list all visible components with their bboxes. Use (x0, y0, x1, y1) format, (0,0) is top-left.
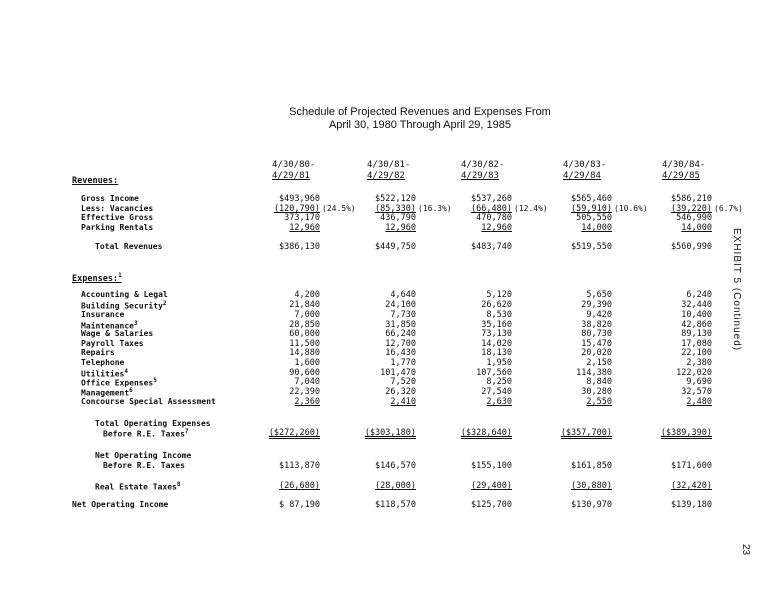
value-cell: 2,360 (294, 397, 320, 407)
vacancy-percent: (24.5%) (322, 204, 356, 213)
value-cell: 14,880 (289, 348, 320, 358)
period-header (367, 160, 410, 182)
value-cell: (39,220) (671, 204, 712, 214)
vacancy-percent: (10.6%) (614, 204, 648, 213)
row-label-text: Parking Rentals (81, 223, 154, 232)
row-label-text: Wage & Salaries (81, 329, 154, 338)
value-cell: 2,150 (586, 358, 612, 368)
exhibit-label: EXHIBIT 5 (Continued) (731, 228, 742, 352)
value-cell: 122,020 (676, 368, 712, 378)
row-label-text: Payroll Taxes (81, 339, 144, 348)
value-cell: 4,200 (294, 290, 320, 300)
value-cell: 14,000 (681, 223, 712, 233)
row-label-text: Utilities (81, 369, 125, 379)
value-cell: $560,990 (671, 242, 712, 252)
vacancy-percent: (12.4%) (514, 204, 548, 213)
value-cell: 107,560 (476, 368, 512, 378)
value-cell: 14,020 (481, 339, 512, 349)
value-cell: 5,650 (586, 290, 612, 300)
period-header (563, 160, 606, 182)
row-label-text: Concourse Special Assessment (81, 397, 216, 406)
value-cell: 1,950 (486, 358, 512, 368)
value-cell: 12,700 (385, 339, 416, 349)
value-cell: 35,160 (481, 320, 512, 330)
value-cell: 28,850 (289, 320, 320, 330)
value-cell: $125,700 (471, 500, 512, 510)
row-label (95, 242, 162, 251)
row-label (81, 329, 153, 338)
value-cell: 9,690 (686, 377, 712, 387)
row-label (72, 500, 168, 509)
value-cell: 12,960 (289, 223, 320, 233)
expenses-label (72, 272, 122, 284)
value-cell: 470,780 (476, 213, 512, 223)
value-cell: $118,570 (375, 500, 416, 510)
value-cell: ($303,180) (364, 428, 416, 438)
document-title (220, 106, 620, 132)
value-cell: ($272,260) (268, 428, 320, 438)
value-cell: (66,480) (471, 204, 512, 214)
footnote-marker: 6 (129, 387, 133, 394)
value-cell: 90,600 (289, 368, 320, 378)
row-label (81, 213, 153, 222)
value-cell: 42,860 (681, 320, 712, 330)
row-label-text: Maintenance (81, 321, 134, 331)
period-start: 4/30/84- (662, 160, 706, 170)
value-cell: 8,840 (586, 377, 612, 387)
value-cell: 20,020 (581, 348, 612, 358)
revenues-label: Revenues: (72, 176, 119, 186)
value-cell: $139,180 (671, 500, 712, 510)
row-label (81, 310, 124, 319)
footnote-marker: 3 (133, 320, 138, 327)
row-label-text: Telephone (81, 358, 125, 367)
value-cell: (120,790) (273, 204, 320, 214)
title-line-2: April 30, 1980 Through April 29, 1985 (328, 119, 512, 131)
value-cell: 18,130 (481, 348, 512, 358)
value-cell: 8,530 (486, 310, 512, 320)
expenses-label-text: Expenses: (72, 273, 119, 284)
row-label (103, 461, 185, 470)
footnote-marker: 4 (124, 368, 128, 375)
value-cell: 7,040 (294, 377, 320, 387)
value-cell: (32,420) (671, 481, 712, 491)
row-label (81, 397, 216, 406)
row-label-text: Insurance (81, 310, 125, 319)
value-cell: 10,400 (681, 310, 712, 320)
value-cell: 27,540 (481, 387, 512, 397)
page-number: 23 (740, 544, 751, 556)
row-label-text: Net Operating Income (72, 500, 169, 509)
value-cell: 373,170 (284, 213, 320, 223)
period-header (272, 160, 315, 182)
value-cell: 29,390 (581, 300, 612, 310)
row-label (81, 223, 153, 232)
value-cell: ($389,390) (660, 428, 712, 438)
value-cell: $171,600 (671, 461, 712, 471)
period-header (461, 160, 504, 182)
row-label-text: Effective Gross (81, 213, 154, 222)
value-cell: (29,400) (471, 481, 512, 491)
row-label-text: Gross Income (81, 194, 139, 203)
value-cell: 4,640 (390, 290, 416, 300)
value-cell: $537,260 (471, 194, 512, 204)
value-cell: 21,840 (289, 300, 320, 310)
row-label (95, 419, 211, 428)
row-label (81, 339, 144, 348)
title-line-1: Schedule of Projected Revenues and Expenses From (289, 106, 551, 118)
row-label-text: Before R.E. Taxes (103, 429, 185, 439)
vacancy-percent: (6.7%) (714, 204, 743, 213)
row-label-text: Management (81, 388, 130, 398)
row-label-text: Total Operating Expenses (95, 419, 211, 428)
value-cell: 17,080 (681, 339, 712, 349)
row-label (81, 358, 124, 367)
footnote-marker: 5 (153, 377, 157, 384)
value-cell: $146,570 (375, 461, 416, 471)
period-start: 4/30/83- (563, 160, 607, 170)
value-cell: $ 87,190 (279, 500, 320, 510)
value-cell: 546,990 (676, 213, 712, 223)
row-label (95, 451, 191, 460)
value-cell: $565,460 (571, 194, 612, 204)
row-label (103, 428, 189, 439)
period-end: 4/29/81 (272, 171, 310, 181)
row-label-text: Accounting & Legal (81, 290, 168, 299)
value-cell: (59,910) (571, 204, 612, 214)
value-cell: 7,730 (390, 310, 416, 320)
value-cell: 2,410 (390, 397, 416, 407)
row-label-text: Total Revenues (95, 242, 163, 251)
value-cell: 14,000 (581, 223, 612, 233)
value-cell: 6,240 (686, 290, 712, 300)
row-label-text: Building Security (81, 301, 163, 311)
value-cell: 7,000 (294, 310, 320, 320)
value-cell: $130,970 (571, 500, 612, 510)
value-cell: 505,550 (576, 213, 612, 223)
value-cell: 101,470 (380, 368, 416, 378)
value-cell: 16,430 (385, 348, 416, 358)
value-cell: $522,120 (375, 194, 416, 204)
value-cell: 8,250 (486, 377, 512, 387)
row-label (81, 194, 139, 203)
value-cell: $161,850 (571, 461, 612, 471)
value-cell: 22,390 (289, 387, 320, 397)
value-cell: ($357,700) (560, 428, 612, 438)
value-cell: $386,130 (279, 242, 320, 252)
period-end: 4/29/82 (367, 171, 405, 181)
value-cell: 32,440 (681, 300, 712, 310)
value-cell: 66,240 (385, 329, 416, 339)
value-cell: 80,730 (581, 329, 612, 339)
value-cell: ($328,640) (460, 428, 512, 438)
value-cell: 22,100 (681, 348, 712, 358)
value-cell: 1,600 (294, 358, 320, 368)
value-cell: 7,520 (390, 377, 416, 387)
value-cell: $113,870 (279, 461, 320, 471)
value-cell: 31,850 (385, 320, 416, 330)
value-cell: 38,820 (581, 320, 612, 330)
value-cell: 89,130 (681, 329, 712, 339)
row-label-text: Net Operating Income (95, 451, 192, 460)
row-label-text: Less: Vacancies (81, 204, 154, 213)
value-cell: $449,750 (375, 242, 416, 252)
footnote-marker: 8 (176, 481, 181, 488)
value-cell: 2,380 (686, 358, 712, 368)
value-cell: 2,550 (586, 397, 612, 407)
row-label-text: Real Estate Taxes (95, 482, 177, 492)
value-cell: 2,480 (686, 397, 712, 407)
period-start: 4/30/80- (272, 160, 316, 170)
row-label (95, 481, 181, 492)
value-cell: $519,550 (571, 242, 612, 252)
row-label-text: Office Expenses (81, 378, 154, 388)
value-cell: 5,120 (486, 290, 512, 300)
value-cell: 436,790 (380, 213, 416, 223)
value-cell: 24,100 (385, 300, 416, 310)
value-cell: (85,330) (375, 204, 416, 214)
expenses-footnote: 1 (118, 272, 122, 279)
period-end: 4/29/83 (461, 171, 499, 181)
value-cell: 15,470 (581, 339, 612, 349)
value-cell: $586,210 (671, 194, 712, 204)
value-cell: 1,770 (390, 358, 416, 368)
period-start: 4/30/82- (461, 160, 505, 170)
period-end: 4/29/84 (563, 171, 601, 181)
value-cell: 30,280 (581, 387, 612, 397)
value-cell: (26,680) (279, 481, 320, 491)
value-cell: 60,000 (289, 329, 320, 339)
row-label (81, 204, 153, 213)
value-cell: 32,570 (681, 387, 712, 397)
value-cell: 11,500 (289, 339, 320, 349)
value-cell: 114,380 (576, 368, 612, 378)
value-cell: 12,960 (385, 223, 416, 233)
row-label (81, 290, 168, 299)
row-label-text: Repairs (81, 348, 115, 357)
value-cell: 9,420 (586, 310, 612, 320)
value-cell: 2,630 (486, 397, 512, 407)
period-start: 4/30/81- (367, 160, 411, 170)
value-cell: $493,960 (279, 194, 320, 204)
value-cell: $483,740 (471, 242, 512, 252)
value-cell: 26,320 (385, 387, 416, 397)
footnote-marker: 7 (184, 428, 189, 435)
row-label-text: Before R.E. Taxes (103, 461, 185, 470)
footnote-marker: 2 (162, 300, 167, 307)
period-end: 4/29/85 (662, 171, 700, 181)
row-label (81, 348, 115, 357)
value-cell: (28,000) (375, 481, 416, 491)
value-cell: 12,960 (481, 223, 512, 233)
vacancy-percent: (16.3%) (418, 204, 452, 213)
value-cell: $155,100 (471, 461, 512, 471)
period-header (662, 160, 705, 182)
value-cell: (30,880) (571, 481, 612, 491)
value-cell: 26,620 (481, 300, 512, 310)
value-cell: 73,130 (481, 329, 512, 339)
